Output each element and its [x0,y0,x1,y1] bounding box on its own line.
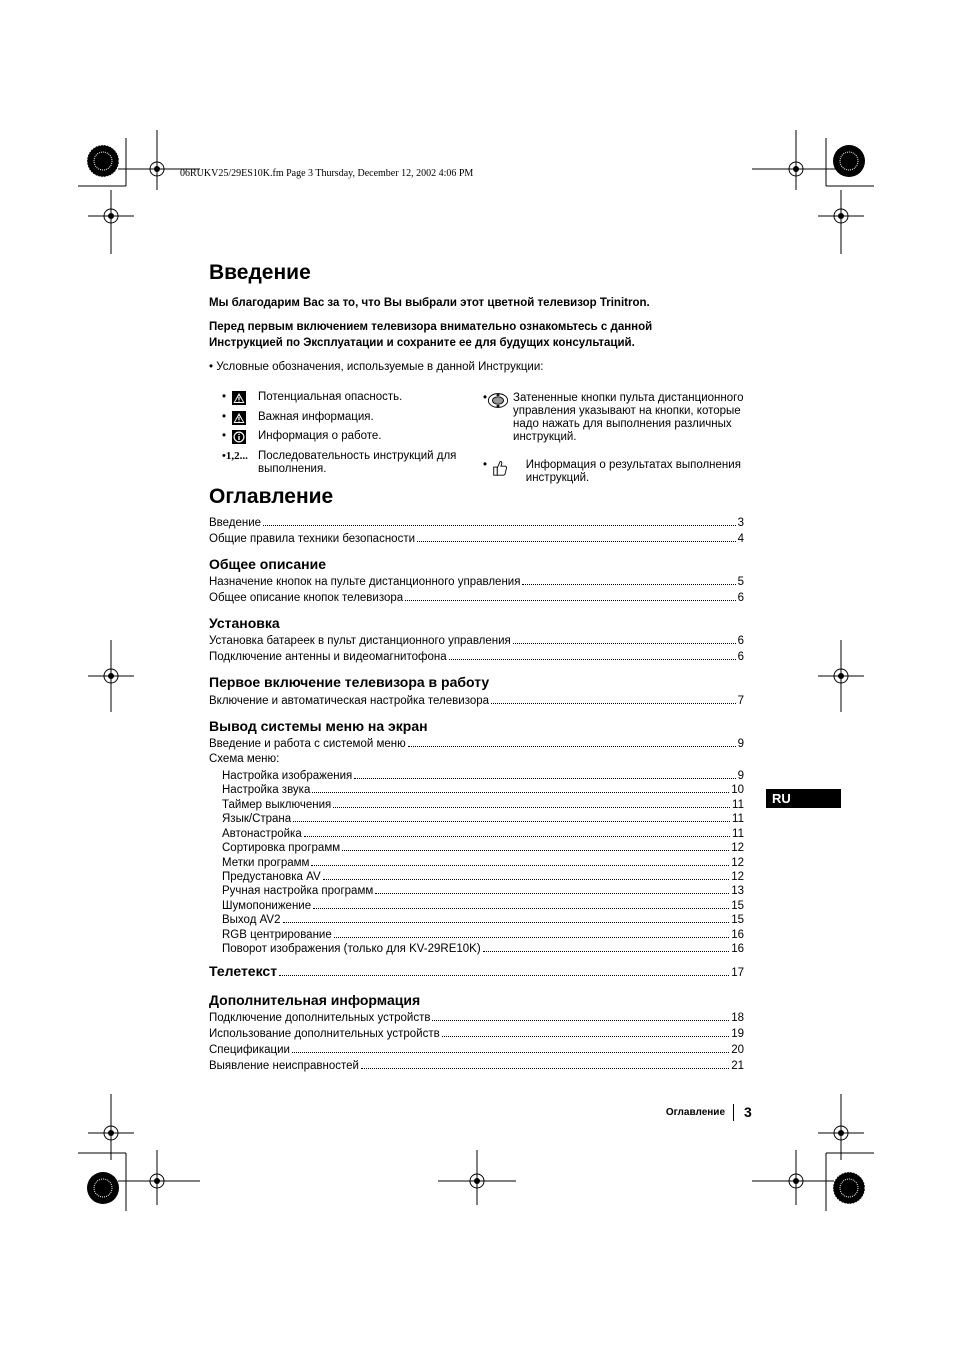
leader-dots [334,937,729,938]
toc-sub-entry [222,928,744,942]
leader-dots [522,584,735,585]
toc-sub-entry [222,870,744,884]
toc-entry-title: Ручная настройка программ [222,885,374,897]
toc-entry-page: 20 [731,1044,744,1056]
leader-dots [304,836,730,837]
toc-entry-title: Общее описание кнопок телевизора [209,592,404,604]
toc-sub-entry [222,827,744,841]
thanks-text: Мы благодарим Вас за то, что Вы выбрали этот цветной телевизор Trinitron. [209,297,650,309]
toc-sub-entry [222,783,744,797]
toc-entry-title: Введение и работа с системой меню [209,738,406,750]
toc-sub-entry [222,913,744,927]
toc-entry-page: 18 [731,1012,744,1024]
toc-entry [209,516,744,530]
toc-entry-page: 13 [731,885,744,897]
toc-sub-entry [222,899,744,913]
warning-triangle-icon [232,391,246,405]
toc-sub-entry [222,798,744,812]
toc-entry [209,532,744,546]
toc-entry-title: Подключение дополнительных устройств [209,1012,431,1024]
symbol-item: • Важная информация. [222,411,374,423]
toc-entry [209,591,744,605]
toc-section-row [209,964,744,980]
menu-scheme-label: Схема меню: [209,753,280,765]
read-notice-text: Перед первым включением телевизора внимательно ознакомьтесь с данной Инструкцией по Эксплуатации и сохраните ее для будущих консультаций. [209,321,653,349]
toc-entry-title: Настройка изображения [222,770,353,782]
toc-entry-page: 10 [731,784,744,796]
leader-dots [491,703,736,704]
toc-section-heading: Первое включение телевизора в работу [209,674,490,690]
leader-dots [449,659,736,660]
toc-entry-title: Поворот изображения (только для KV-29RE10K) [222,943,481,955]
toc-title: Оглавление [209,485,334,508]
toc-entry-title: Предустановка AV [222,871,321,883]
toc-entry-page: 4 [737,533,744,545]
leader-dots [312,792,729,793]
leader-dots [333,807,730,808]
toc-entry-page: 6 [737,592,744,604]
toc-entry-page: 6 [737,651,744,663]
leader-dots [408,746,736,747]
leader-dots [405,600,735,601]
leader-dots [354,778,735,779]
leader-dots [375,893,729,894]
symbol-item: • Информация о работе. [222,430,382,442]
toc-entry-title: Язык/Страна [222,813,292,825]
footer-divider [733,1104,734,1121]
toc-entry-page: 3 [737,517,744,529]
page-number: 3 [744,1104,752,1120]
toc-entry-page: 11 [732,828,744,840]
toc-entry-title: Настройка звука [222,784,311,796]
leader-dots [432,1020,729,1021]
toc-entry-page: 5 [737,576,744,588]
toc-entry-page: 7 [737,695,744,707]
leader-dots [323,879,730,880]
leader-dots [513,643,736,644]
toc-entry-title: Общие правила техники безопасности [209,533,416,545]
symbols-intro: • Условные обозначения, используемые в данной Инструкции: [209,361,544,373]
toc-entry-page: 17 [731,967,744,979]
leader-dots [279,975,729,976]
toc-entry-page: 9 [737,770,744,782]
symbol-item: • Затененные кнопки пульта дистанционного управления указывают на кнопки, которые надо нажать для выполнения различных инструкций. [483,392,744,443]
leader-dots [483,951,730,952]
toc-entry-title: Сортировка программ [222,842,341,854]
toc-entry-page: 16 [731,929,744,941]
toc-entry-page: 11 [732,799,744,811]
footer-section-label: Оглавление [665,1107,725,1118]
toc-section-heading: Вывод системы меню на экран [209,718,428,734]
leader-dots [417,541,736,542]
toc-entry-page: 9 [737,738,744,750]
toc-entry-title: RGB центрирование [222,929,332,941]
toc-entry-page: 6 [737,635,744,647]
toc-entry-title: Установка батареек в пульт дистанционного управления [209,635,511,647]
toc-section-heading: Установка [209,615,280,631]
toc-entry-title: Назначение кнопок на пульте дистанционного управления [209,576,521,588]
bullet: • [209,361,217,373]
toc-entry [209,694,744,708]
toc-section-heading: Телетекст [209,963,278,979]
toc-section-heading: Дополнительная информация [209,992,421,1008]
toc-entry-title: Шумопонижение [222,900,312,912]
toc-section-heading: Общее описание [209,556,327,572]
leader-dots [263,525,736,526]
leader-dots [442,1036,729,1037]
toc-entry-title: Введение [209,517,262,529]
toc-entry-title: Таймер выключения [222,799,332,811]
toc-entry-page: 19 [731,1028,744,1040]
toc-entry-title: Автонастройка [222,828,302,840]
toc-entry-page: 21 [731,1060,744,1072]
toc-entry-page: 15 [731,914,744,926]
info-icon [232,430,246,444]
thumbs-up-icon [491,459,509,477]
toc-entry [209,1027,744,1041]
toc-entry-title: Использование дополнительных устройств [209,1028,440,1040]
toc-entry-title: Выход AV2 [222,914,281,926]
leader-dots [342,850,729,851]
toc-entry-title: Выявление неисправностей [209,1060,359,1072]
leader-dots [293,821,730,822]
toc-entry-page: 11 [732,813,744,825]
leader-dots [311,865,729,866]
leader-dots [283,922,730,923]
remote-button-icon [487,392,509,409]
toc-sub-entry [222,942,744,956]
toc-entry [209,1043,744,1057]
toc-entry [209,1059,744,1073]
language-tab-ru: RU [766,789,841,808]
leader-dots [313,908,729,909]
toc-entry-page: 12 [731,842,744,854]
toc-sub-entry [222,769,744,783]
toc-entry-title: Подключение антенны и видеомагнитофона [209,651,447,663]
toc-entry-title: Включение и автоматическая настройка телевизора [209,695,490,707]
toc-sub-entry [222,856,744,870]
toc-entry [209,737,744,751]
step-marker: •1,2... [222,450,248,462]
toc-entry-page: 15 [731,900,744,912]
toc-entry-page: 16 [731,943,744,955]
warning-triangle-icon [232,411,246,425]
toc-sub-entry [222,841,744,855]
toc-sub-entry [222,884,744,898]
intro-title: Введение [209,261,311,284]
symbol-item: • Потенциальная опасность. [222,391,403,403]
file-info-header: 06RUKV25/29ES10K.fm Page 3 Thursday, December 12, 2002 4:06 PM [180,168,474,179]
toc-entry [209,1011,744,1025]
toc-entry [209,575,744,589]
toc-entry-title: Метки программ [222,857,310,869]
toc-entry-title: Спецификации [209,1044,290,1056]
leader-dots [292,1052,729,1053]
symbol-item: •1,2... Последовательность инструкций для выполнения. [222,450,457,475]
symbol-item: • Информация о результатах выполнения инструкций. [483,459,741,484]
toc-sub-entry [222,812,744,826]
toc-entry-page: 12 [731,857,744,869]
toc-entry-page: 12 [731,871,744,883]
leader-dots [361,1068,729,1069]
toc-entry [209,650,744,664]
toc-entry [209,634,744,648]
